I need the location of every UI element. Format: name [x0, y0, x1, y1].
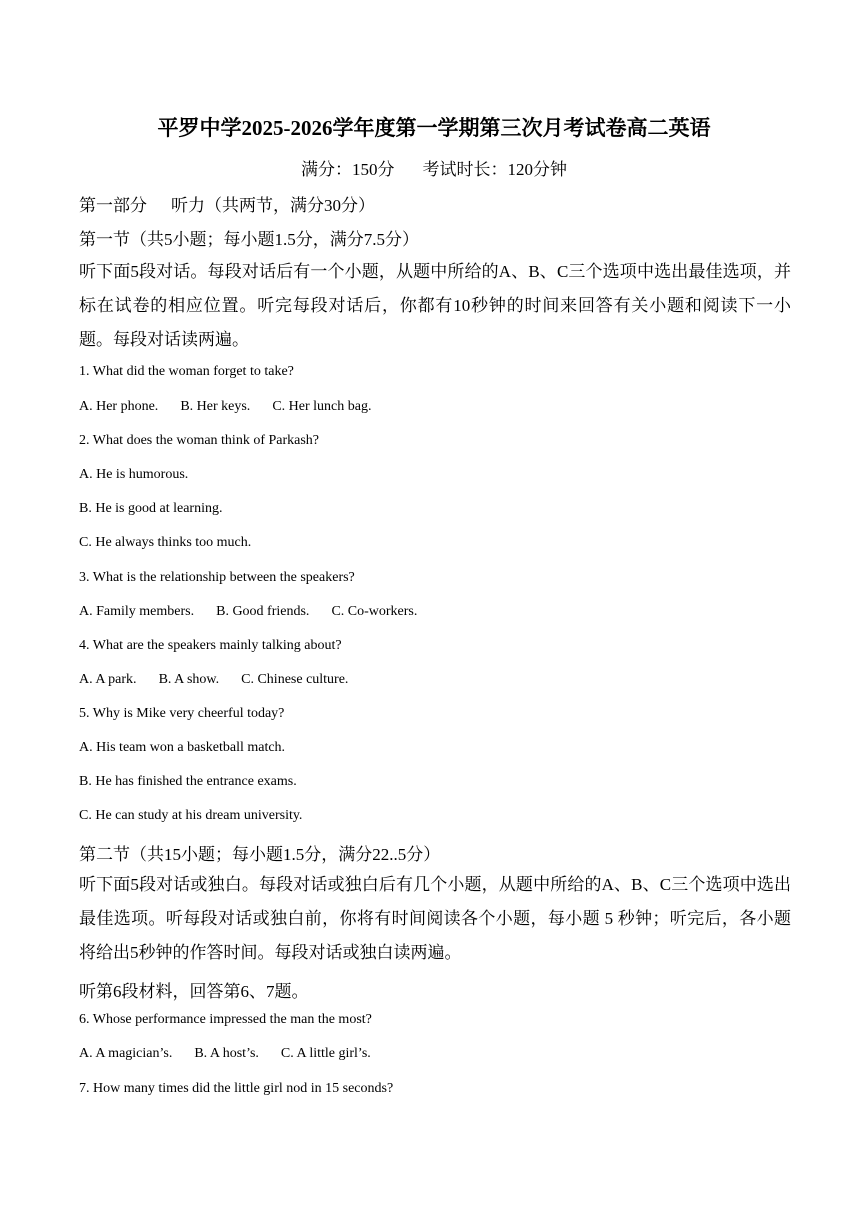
q7-stem: 7. How many times did the little girl nod in 15 seconds?	[79, 1081, 394, 1096]
q4-option-b: B. A show.	[158, 672, 220, 687]
q5-option-a: A. His team won a basketball match.	[79, 740, 286, 755]
full-marks: 满分：150分	[301, 160, 395, 179]
q3-option-c: C. Co-workers.	[331, 604, 418, 619]
q1-option-c: C. Her lunch bag.	[272, 399, 372, 414]
material6-heading: 听第6段材料，回答第6、7题。	[79, 982, 309, 1001]
q2-stem: 2. What does the woman think of Parkash?	[79, 433, 320, 448]
q1-stem: 1. What did the woman forget to take?	[79, 364, 294, 379]
q2-option-b: B. He is good at learning.	[79, 501, 223, 516]
q6-option-c: C. A little girl’s.	[280, 1046, 371, 1061]
exam-duration: 考试时长：120分钟	[422, 160, 567, 179]
exam-title: 平罗中学2025-2026学年度第一学期第三次月考试卷高二英语	[157, 116, 711, 140]
part1-name: 听力（共两节，满分30分）	[171, 196, 375, 215]
q5-option-c: C. He can study at his dream university.	[79, 808, 303, 823]
q2-option-c: C. He always thinks too much.	[79, 535, 252, 550]
q2-option-a: A. He is humorous.	[79, 467, 189, 482]
q1-options	[79, 399, 371, 415]
part1-heading	[79, 191, 375, 216]
q4-stem: 4. What are the speakers mainly talking about?	[79, 638, 342, 653]
q4-option-c: C. Chinese culture.	[241, 672, 349, 687]
section1-instructions: 听下面5段对话。每段对话后有一个小题，从题中所给的A、B、C三个选项中选出最佳选项，并标在试卷的相应位置。听完每段对话后，你都有10秒钟的时间来回答有关小题和阅读下一小题。每段对话读两遍。	[79, 262, 791, 349]
q5-option-b: B. He has finished the entrance exams.	[79, 774, 297, 789]
q5-stem: 5. Why is Mike very cheerful today?	[79, 706, 285, 721]
q3-option-a: A. Family members.	[79, 604, 195, 619]
q1-option-a: A. Her phone.	[79, 399, 159, 414]
section1-heading: 第一节（共5小题；每小题1.5分，满分7.5分）	[79, 230, 419, 249]
q6-stem: 6. Whose performance impressed the man the most?	[79, 1012, 372, 1027]
section2-heading: 第二节（共15小题；每小题1.5分，满分22..5分）	[79, 845, 441, 864]
exam-meta	[0, 155, 868, 180]
q6-option-a: A. A magician’s.	[79, 1046, 173, 1061]
q3-options	[79, 604, 417, 620]
section2-instructions: 听下面5段对话或独白。每段对话或独白后有几个小题，从题中所给的A、B、C三个选项中选出最佳选项。听每段对话或独白前，你将有时间阅读各个小题，每小题 5 秒钟；听完后，各小题将给出5秒钟的作答时间。每段对话或独白读两遍。	[79, 875, 791, 962]
q3-stem: 3. What is the relationship between the speakers?	[79, 570, 355, 585]
q6-option-b: B. A host’s.	[194, 1046, 259, 1061]
q4-option-a: A. A park.	[79, 672, 137, 687]
q6-options	[79, 1046, 371, 1062]
q4-options	[79, 672, 348, 688]
q1-option-b: B. Her keys.	[180, 399, 251, 414]
q3-option-b: B. Good friends.	[216, 604, 310, 619]
part1-label: 第一部分	[79, 196, 147, 215]
